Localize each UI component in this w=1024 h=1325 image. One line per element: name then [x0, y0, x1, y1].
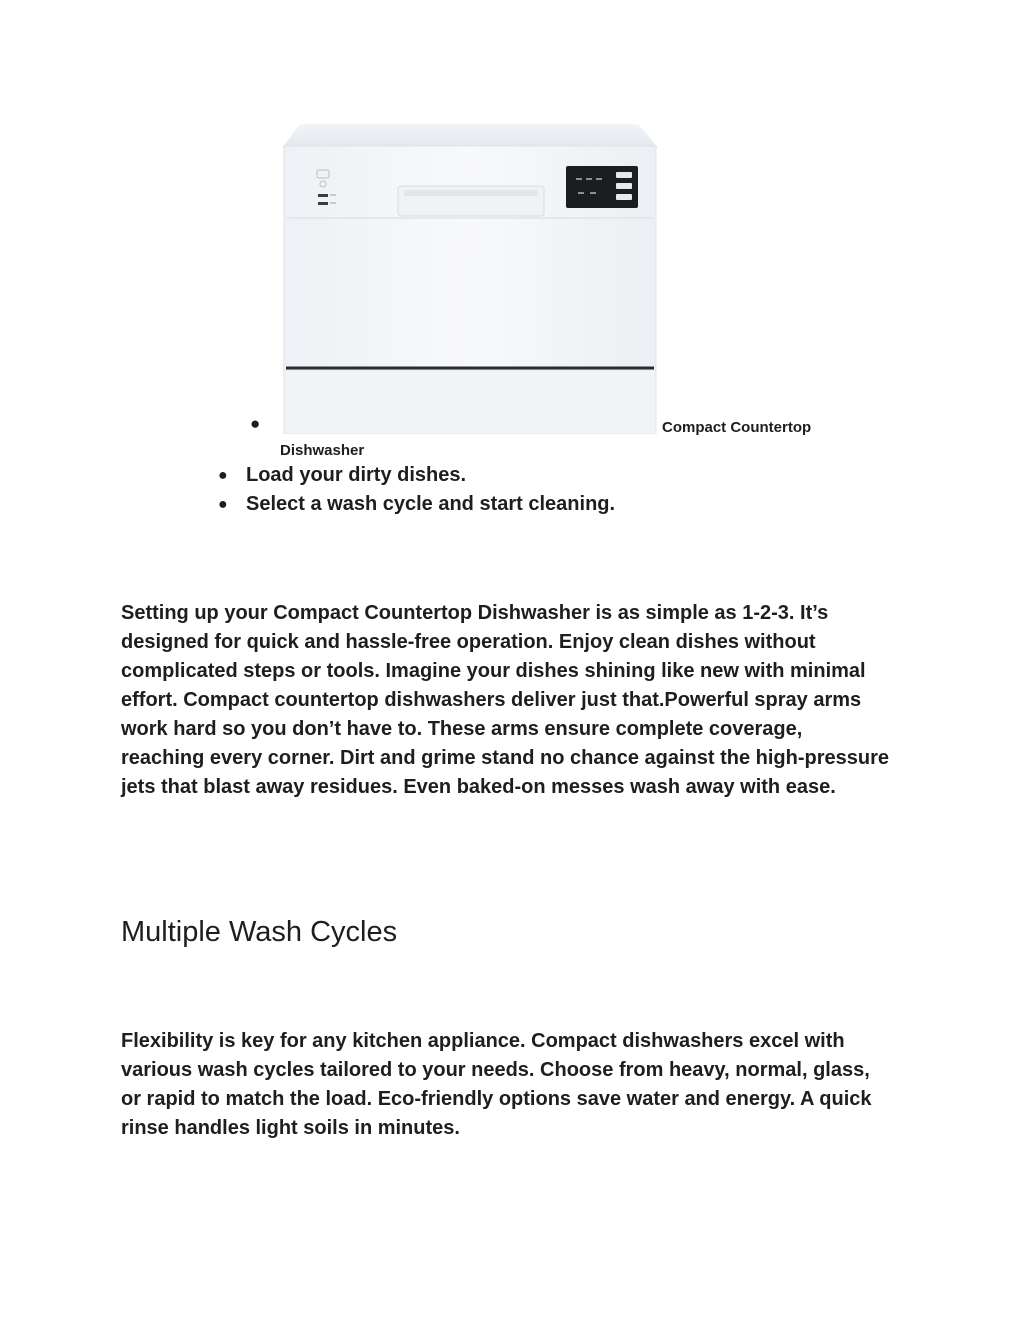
- dishwasher-image: [282, 122, 658, 434]
- section-heading: Multiple Wash Cycles: [121, 916, 398, 948]
- list-item: [216, 490, 615, 519]
- list-item-text: Select a wash cycle and start cleaning.: [246, 493, 616, 515]
- steps-list: [216, 461, 615, 519]
- list-bullet: ●: [218, 467, 228, 484]
- intro-paragraph: Setting up your Compact Countertop Dishwasher is as simple as 1-2-3. It’s designed for quick and hassle-free operation. Enjoy clean dishes without complicated steps or tools. Imagine your dishes shining like new with minimal effort. Compact countertop dishwashers deliver just that.Powerful spray arms work hard so you don’t have to. These arms ensure complete coverage, reaching every corner. Dirt and grime stand no chance against the high-pressure jets that blast away residues. Even baked-on messes wash away with ease.: [121, 602, 889, 798]
- image-caption: Compact Countertop: [662, 419, 812, 436]
- list-bullet: ●: [250, 414, 261, 433]
- section-paragraph: Flexibility is key for any kitchen appliance. Compact dishwashers excel with various wash cycles tailored to your needs. Choose from heavy, normal, glass, or rapid to match the load. Eco-friendly options save water and energy. A quick rinse handles light soils in minutes.: [121, 1030, 872, 1139]
- list-item-text: Load your dirty dishes.: [246, 464, 467, 486]
- image-caption-continued: Dishwasher: [280, 442, 365, 459]
- list-item: [216, 461, 615, 490]
- list-bullet: ●: [218, 496, 228, 513]
